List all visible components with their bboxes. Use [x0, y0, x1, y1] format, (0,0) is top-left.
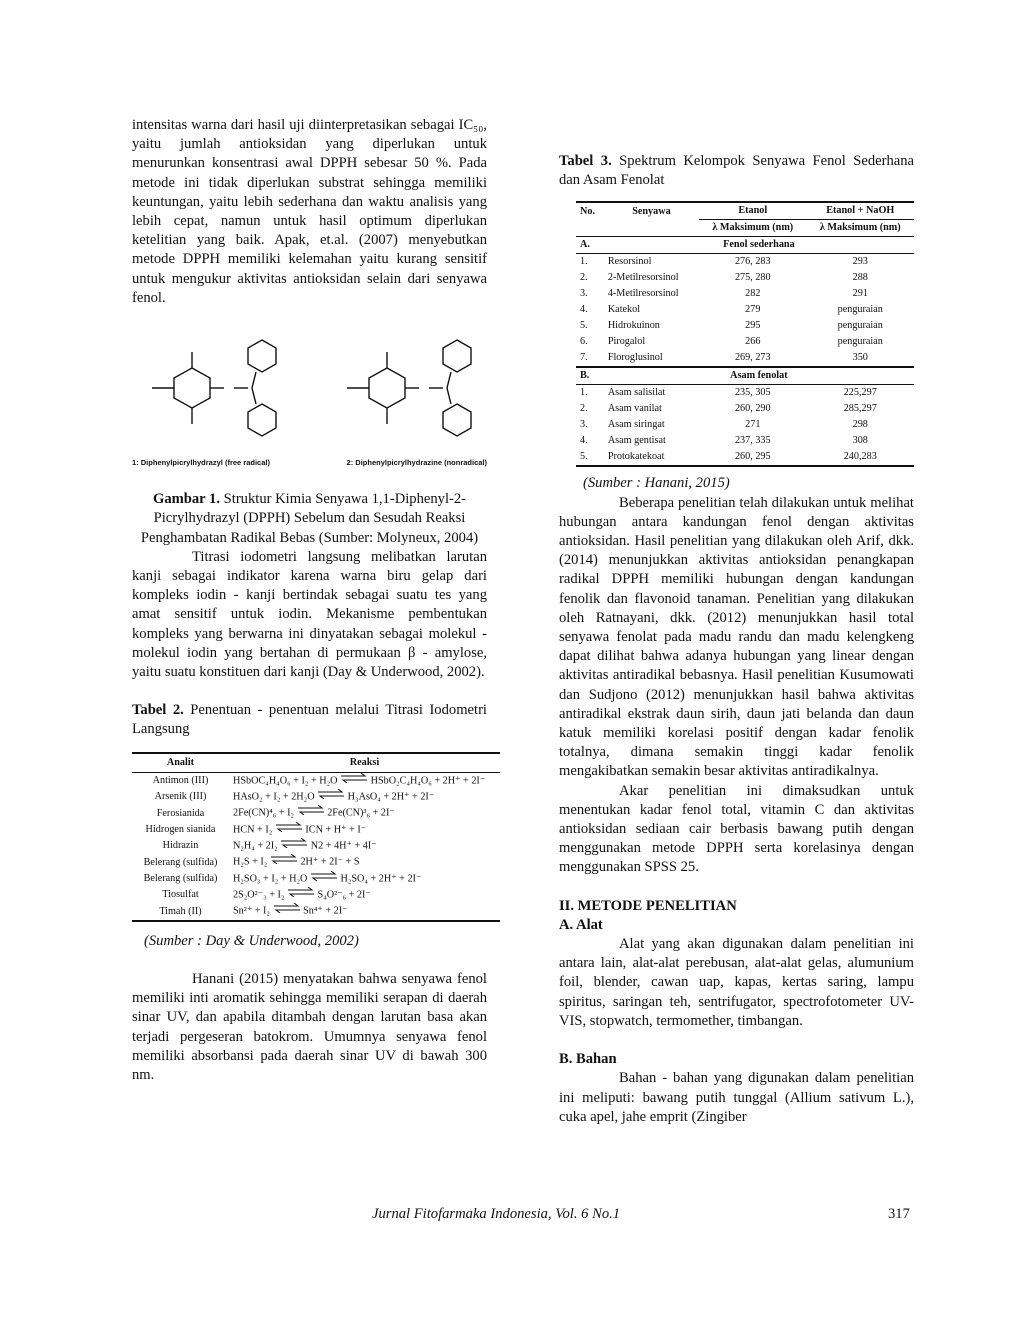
equilibrium-arrow-icon	[273, 903, 301, 919]
equilibrium-arrow-icon	[275, 822, 303, 838]
reaksi-cell: HAsO₂ + I₂ + 2H₂O H₃AsO₄ + 2H⁺ + 2I⁻	[229, 789, 500, 805]
equilibrium-arrow-icon	[270, 854, 298, 870]
naoh-cell: 298	[852, 419, 868, 431]
paragraph-bahan: Bahan - bahan yang digunakan dalam penelitian ini meliputi: bawang putih tunggal (Allium sativum L.), cuka apel, jahe emprit (Zingiber	[559, 1070, 914, 1125]
table-row	[576, 417, 914, 433]
no-cell: 1.	[580, 256, 588, 268]
right-column	[559, 152, 914, 1127]
senyawa-cell: Asam salisilat	[607, 387, 666, 399]
naoh-cell: 240,283	[843, 451, 877, 463]
table-row	[132, 871, 500, 887]
paragraph-hanani: Hanani (2015) menyatakan bahwa senyawa fenol memiliki inti aromatik sehingga memiliki serapan di daerah sinar UV, dan apabila ditambah dengan larutan basa akan terjadi pergeseran batokrom. Umumnya senyawa fenol memiliki absorbansi pada daerah sinar UV di bawah 300 nm.	[132, 970, 487, 1083]
table-row	[132, 903, 500, 920]
paragraph-alat: Alat yang akan digunakan dalam penelitian ini antara lain, alat-alat perebusan, alat-alat gelas, alumunium foil, blender, cawan uap, kapas, kertas saring, lampu spiritus, saringan teh, sentrifugator, spectrofotometer UV-VIS, stopwatch, termomether, timbangan.	[559, 936, 914, 1029]
table2-header-reaksi: Reaksi	[349, 756, 380, 768]
t3-header-lambda-naoh: λ Maksimum (nm)	[819, 222, 901, 234]
etanol-cell: 282	[745, 288, 761, 300]
t3-group-a: Fenol sederhana	[723, 239, 795, 251]
naoh-cell: penguraian	[837, 320, 883, 332]
reaksi-cell: N₂H₄ + 2I₂ N2 + 4H⁺ + 4I⁻	[229, 838, 500, 854]
table-row	[132, 838, 500, 854]
reaksi-cell: 2Fe(CN)⁴₆ + I₂ 2Fe(CN)³₆ + 2I⁻	[229, 805, 500, 821]
no-cell: 5.	[580, 320, 588, 332]
naoh-cell: 293	[852, 256, 868, 268]
no-cell: 5.	[580, 451, 588, 463]
figure-caption: Gambar 1. Struktur Kimia Senyawa 1,1-Diphenyl-2-Picrylhydrazyl (DPPH) Sebelum dan Sesudah Reaksi Penghambatan Radikal Bebas (Sumber: Molyneux, 2004)	[140, 491, 479, 546]
equilibrium-arrow-icon	[317, 789, 345, 805]
naoh-cell: 225,297	[843, 387, 877, 399]
naoh-cell: 291	[852, 288, 868, 300]
table-row	[576, 433, 914, 449]
table-row	[132, 789, 500, 805]
table-row	[576, 401, 914, 417]
analit-cell: Belerang (sulfida)	[143, 872, 218, 884]
table-row	[132, 772, 500, 789]
fig-label-1: 1: Diphenylpicrylhydrazyl (free radical)	[132, 458, 270, 468]
left-column	[132, 116, 487, 1085]
etanol-cell: 266	[745, 336, 761, 348]
t3-group-b: Asam fenolat	[730, 370, 788, 382]
table2-header-analit: Analit	[166, 756, 195, 768]
etanol-cell: 276, 283	[734, 256, 771, 268]
paragraph-penelitian: Beberapa penelitian telah dilakukan untuk melihat hubungan antara kandungan fenol dengan aktivitas antioksidan. Hasil penelitian yang dilakukan oleh Arif, dkk. (2014) menunjukkan aktivitas antioksidan penangkapan radikal DPPH memiliki hubungan dengan kandungan fenolik dan flavonoid tanaman. Penelitian yang dilakukan oleh Ratnayani, dkk. (2012) menunjukkan hasil total senyawa fenolat pada madu randu dan madu kelengkeng dapat dilihat bahwa adanya hubungan yang linear dengan aktivitas antiradikal bebasnya. Hasil penelitian Kusumowati dan Sudjono (2012) menunjukkan hasil bahwa aktivitas antiradikal ekstrak daun sirih, daun jati belanda dan daun katuk memiliki korelasi positif dengan kadar fenolik totalnya, dimana semakin tinggi kadar fenolik mengakibatkan semakin besar aktivitas antiradikalnya.	[559, 494, 914, 780]
t3-group-b-no: B.	[580, 370, 590, 382]
no-cell: 4.	[580, 435, 588, 447]
table-row	[132, 822, 500, 838]
analit-cell: Ferosianida	[156, 807, 205, 819]
no-cell: 3.	[580, 288, 588, 300]
paragraph-titrasi: Titrasi iodometri langsung melibatkan larutan kanji sebagai indikator karena warna biru gelap dari kompleks iodin - kanji bertindak sebagai suatu tes yang amat sensitif untuk iodin. Mekanisme pembentukan kompleks yang berwarna ini dinyatakan sebagai molekul - molekul iodin yang bertahan di permukaan β - amylose, yaitu suatu konstituen dari kanji (Day & Underwood, 2002).	[132, 548, 487, 681]
analit-cell: Hidrogen sianida	[145, 823, 216, 835]
no-cell: 1.	[580, 387, 588, 399]
analit-cell: Hidrazin	[162, 840, 199, 852]
no-cell: 7.	[580, 352, 588, 364]
reaksi-cell: HCN + I₂ ICN + H⁺ + I⁻	[229, 822, 500, 838]
equilibrium-arrow-icon	[280, 838, 308, 854]
equilibrium-arrow-icon	[310, 871, 338, 887]
table-row	[132, 854, 500, 870]
fig-label-2: 2: Diphenylpicrylhydrazine (nonradical)	[346, 458, 487, 468]
analit-cell: Arsenik (III)	[154, 791, 207, 803]
etanol-cell: 279	[745, 304, 761, 316]
etanol-cell: 235, 305	[734, 387, 771, 399]
section-heading-metode: II. METODE PENELITIAN	[559, 897, 737, 914]
no-cell: 3.	[580, 419, 588, 431]
table-row	[132, 887, 500, 903]
table-row	[576, 254, 914, 271]
etanol-cell: 260, 290	[734, 403, 771, 415]
equilibrium-arrow-icon	[287, 887, 315, 903]
equilibrium-arrow-icon	[340, 773, 368, 789]
etanol-cell: 269, 273	[734, 352, 771, 364]
no-cell: 2.	[580, 272, 588, 284]
table3-source: (Sumber : Hanani, 2015)	[583, 475, 730, 492]
table2-title: Tabel 2. Penentuan - penentuan melalui Titrasi Iodometri Langsung	[132, 702, 487, 738]
table-row	[132, 805, 500, 821]
naoh-cell: 308	[852, 435, 868, 447]
etanol-cell: 295	[745, 320, 761, 332]
footer-page-number: 317	[888, 1206, 910, 1222]
table-row	[576, 385, 914, 402]
reaksi-cell: 2S₂O²⁻₃ + I₂ S₄O²⁻₆ + 2I⁻	[229, 887, 500, 903]
analit-cell: Belerang (sulfida)	[143, 856, 218, 868]
senyawa-cell: Asam gentisat	[607, 435, 666, 447]
no-cell: 4.	[580, 304, 588, 316]
dpph-structure-figure	[132, 328, 487, 453]
table-spektrum-fenol	[576, 201, 914, 467]
table-row	[576, 270, 914, 286]
senyawa-cell: Resorsinol	[607, 256, 652, 268]
naoh-cell: 350	[852, 352, 868, 364]
reaksi-cell: H₂S + I₂ 2H⁺ + 2I⁻ + S	[229, 854, 500, 870]
dpph-structure-drawing	[132, 328, 487, 453]
footer-journal: Jurnal Fitofarmaka Indonesia, Vol. 6 No.1	[372, 1206, 621, 1222]
subheading-alat: A. Alat	[559, 916, 603, 933]
table-row	[576, 302, 914, 318]
reaksi-cell: HSbOC₄H₄O₆ + I₂ + H₂O HSbO₂C₄H₄O₆ + 2H⁺ + 2I⁻	[229, 772, 500, 789]
table2-source: (Sumber : Day & Underwood, 2002)	[144, 932, 359, 949]
senyawa-cell: Hidrokuinon	[607, 320, 660, 332]
paragraph-akar: Akar penelitian ini dimaksudkan untuk menentukan kadar fenol total, vitamin C dan aktivitas antioksidan sediaan cair berbasis bawang putih dengan menggunakan metode DPPH serta korelasinya dengan menggunakan SPSS 25.	[559, 782, 914, 876]
reaksi-cell: Sn²⁺ + I₂ Sn⁴⁺ + 2I⁻	[229, 903, 500, 920]
naoh-cell: penguraian	[837, 304, 883, 316]
etanol-cell: 275, 280	[734, 272, 771, 284]
table-row	[576, 350, 914, 367]
table-titrasi-iodometri	[132, 752, 500, 922]
analit-cell: Tiosulfat	[162, 889, 199, 901]
etanol-cell: 237, 335	[734, 435, 771, 447]
senyawa-cell: 4-Metilresorsinol	[607, 288, 679, 300]
senyawa-cell: Asam vanilat	[607, 403, 662, 415]
senyawa-cell: Katekol	[607, 304, 641, 316]
etanol-cell: 260, 295	[734, 451, 771, 463]
t3-header-etanol: Etanol	[699, 202, 806, 220]
t3-header-no: No.	[580, 205, 595, 217]
naoh-cell: penguraian	[837, 336, 883, 348]
t3-header-lambda-etanol: λ Maksimum (nm)	[712, 222, 794, 234]
naoh-cell: 288	[852, 272, 868, 284]
table3-title: Tabel 3. Spektrum Kelompok Senyawa Fenol Sederhana dan Asam Fenolat	[559, 153, 914, 189]
analit-cell: Timah (II)	[159, 905, 202, 917]
table-row	[576, 318, 914, 334]
table-row	[576, 286, 914, 302]
table-row	[576, 449, 914, 466]
equilibrium-arrow-icon	[297, 805, 325, 821]
naoh-cell: 285,297	[843, 403, 877, 415]
senyawa-cell: 2-Metilresorsinol	[607, 272, 679, 284]
etanol-cell: 271	[745, 419, 761, 431]
subheading-bahan: B. Bahan	[559, 1051, 617, 1068]
analit-cell: Antimon (III)	[152, 774, 209, 786]
no-cell: 2.	[580, 403, 588, 415]
t3-header-senyawa: Senyawa	[632, 205, 671, 217]
reaksi-cell: H₂SO₃ + I₂ + H₂O H₂SO₄ + 2H⁺ + 2I⁻	[229, 871, 500, 887]
senyawa-cell: Asam siringat	[607, 419, 665, 431]
no-cell: 6.	[580, 336, 588, 348]
senyawa-cell: Floroglusinol	[607, 352, 663, 364]
t3-group-a-no: A.	[580, 239, 590, 251]
senyawa-cell: Pirogalol	[607, 336, 646, 348]
senyawa-cell: Protokatekoat	[607, 451, 665, 463]
paragraph-ic50: intensitas warna dari hasil uji diinterpretasikan sebagai IC₅₀, yaitu jumlah antioksidan yang diperlukan untuk menurunkan konsentrasi awal DPPH sebesar 50 %. Pada metode ini tidak diperlukan substrat sehingga memiliki keuntungan, yaitu lebih sederhana dan waktu analisis yang lebih cepat, namun untuk hasil optimum diperlukan ketelitian yang baik. Apak, et.al. (2007) menyebutkan metode DPPH memiliki kelemahan yaitu kurang sensitif untuk mengukur aktivitas antioksidan selain dari senyawa fenol.	[132, 117, 487, 306]
t3-header-naoh: Etanol + NaOH	[807, 202, 914, 220]
table-row	[576, 334, 914, 350]
